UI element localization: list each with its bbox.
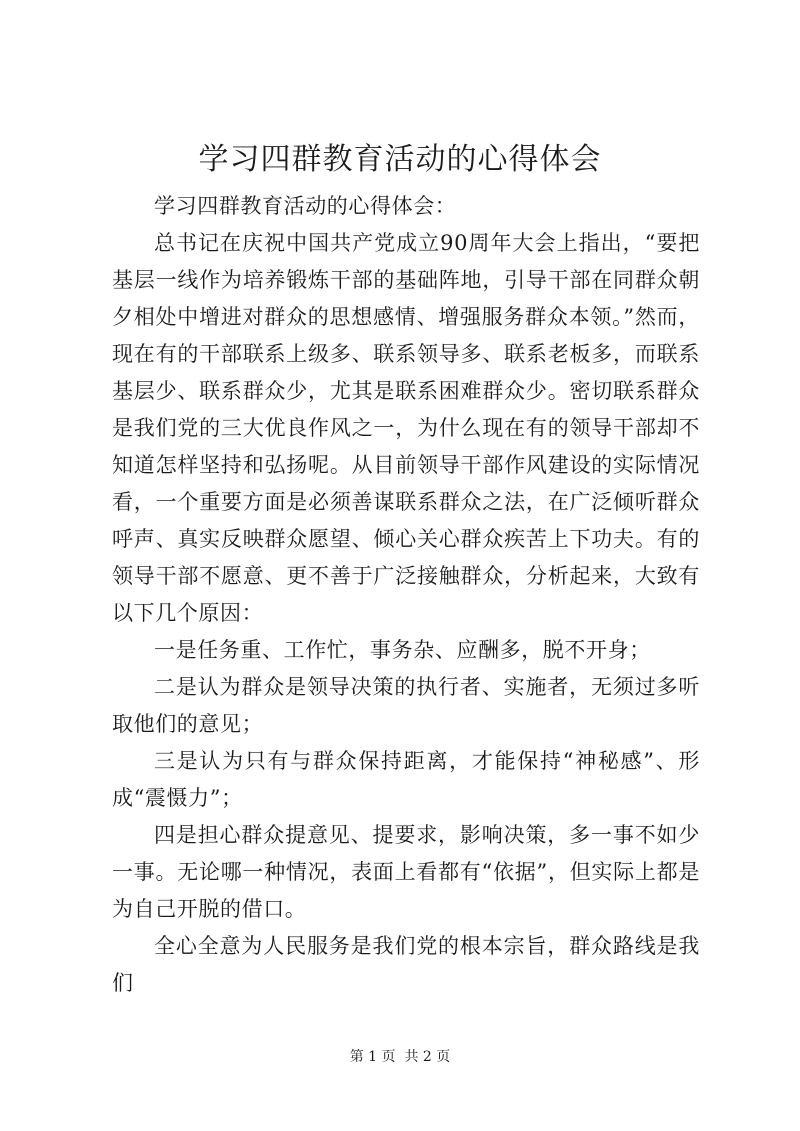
page-number: 第 1 页 共 2 页 bbox=[349, 1049, 451, 1065]
paragraph-reason-3: 三是认为只有与群众保持距离，才能保持“神秘感”、形成“震慑力”； bbox=[112, 749, 700, 810]
paragraph-reason-1: 一是任务重、工作忙，事务杂、应酬多，脱不开身； bbox=[154, 638, 651, 662]
paragraph-reason-4: 四是担心群众提意见、提要求，影响决策，多一事不如少一事。无论哪一种情况，表面上看都有“依据”，但实际上都是为自己开脱的借口。 bbox=[112, 823, 700, 921]
document-title: 学习四群教育活动的心得体会 bbox=[198, 142, 602, 177]
paragraph-main: 总书记在庆祝中国共产党成立90周年大会上指出，“要把基层一线作为培养锻炼干部的基础阵地，引导干部在同群众朝夕相处中增进对群众的思想感情、增强服务群众本领。”然而，现在有的干部联系上级多、联系领导多、联系老板多，而联系基层少、联系群众少，尤其是联系困难群众少。密切联系群众是我们党的三大优良作风之一，为什么现在有的领导干部却不知道怎样坚持和弘扬呢。从目前领导干部作风建设的实际情况看，一个重要方面是必须善谋联系群众之法，在广泛倾听群众呼声、真实反映群众愿望、倾心关心群众疾苦上下功夫。有的领导干部不愿意、更不善于广泛接触群众，分析起来，大致有以下几个原因： bbox=[112, 231, 700, 625]
paragraph-conclusion: 全心全意为人民服务是我们党的根本宗旨，群众路线是我们 bbox=[112, 934, 700, 995]
paragraph-intro: 学习四群教育活动的心得体会： bbox=[154, 194, 457, 218]
paragraph-reason-2: 二是认为群众是领导决策的执行者、实施者，无须过多听取他们的意见； bbox=[112, 675, 700, 736]
page-footer bbox=[0, 1047, 800, 1067]
document-body bbox=[112, 188, 700, 1002]
